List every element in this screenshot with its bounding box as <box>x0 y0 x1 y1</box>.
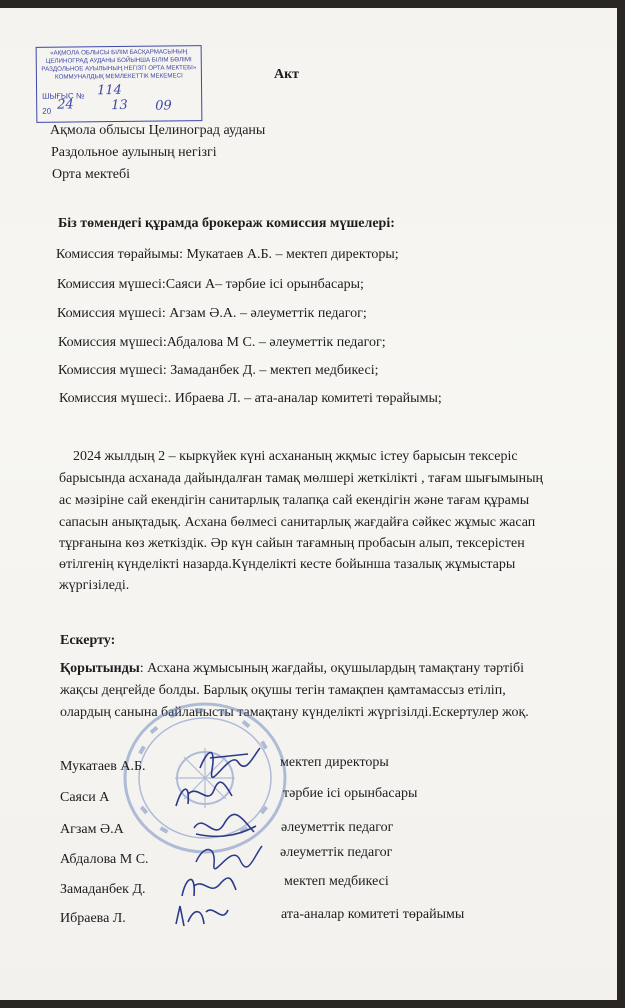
document-title: Акт <box>274 67 300 82</box>
conclusion-line: олардың санына байланысты тамақтану күнделікті жүргізілді.Ескертулер жоқ. <box>60 705 529 720</box>
signature-role: тәрбие ісі орынбасары <box>283 786 418 801</box>
body-line: 2024 жылдың 2 – кыркүйек күні асхананың жқмыс істеу барысын тексеріс <box>73 449 518 464</box>
document-page <box>0 8 617 1000</box>
note-label: Ескерту: <box>60 633 116 648</box>
address-line: Ақмола облысы Целиноград ауданы <box>50 123 266 138</box>
signature-name: Абдалова М С. <box>60 852 149 867</box>
stamp-number-value: 114 <box>96 82 122 99</box>
body-line: тұрғанына көз жеткіздік. Әр күн сайын тағамның пробасын алып, тексерістен <box>59 536 525 551</box>
stamp-date-day: 13 <box>111 97 128 114</box>
signature-name: Замаданбек Д. <box>60 882 146 897</box>
commission-member: Комиссия мүшесі: Замаданбек Д. – мектеп медбикесі; <box>58 363 379 378</box>
signature-role: мектеп директоры <box>280 755 389 770</box>
signature-role: әлеуметтік педагог <box>280 845 393 860</box>
body-line: өтілгенің күнделікті назарда.Күнделікті кесте бойынша тазалық жұмыстары <box>59 557 516 572</box>
address-line: Орта мектебі <box>52 167 130 182</box>
commission-heading: Біз төмендегі құрамда брокераж комиссия мүшелері: <box>58 216 395 231</box>
commission-member: Комиссия мүшесі:. Ибраева Л. – ата-аналар комитеті төрайымы; <box>59 391 442 406</box>
stamp-date-prefix: 20 <box>42 106 52 116</box>
stamp-date-year: 24 <box>57 97 74 113</box>
signature-scribble-icon <box>190 740 270 780</box>
stamp-line: РАЗДОЛЬНОЕ АУЫЛЫНЫҢ НЕГІЗГІ ОРТА МЕКТЕБІ» <box>41 64 197 73</box>
address-line: Раздольное аулының негізгі <box>51 145 217 160</box>
body-line: ас мәзіріне сай екендігін санитарлық талапқа сай екендігін және тағам құрамы <box>59 493 530 508</box>
stamp-line: ЦЕЛИНОГРАД АУДАНЫ БОЙЫНША БІЛІМ БӨЛІМІ <box>45 56 192 65</box>
signature-role: мектеп медбикесі <box>284 874 389 889</box>
conclusion-label: Қорытынды <box>60 661 140 676</box>
registration-stamp <box>36 45 203 123</box>
signature-scribble-icon <box>166 898 236 934</box>
stamp-number-label: ШЫҒЫС № <box>42 91 85 101</box>
signature-name: Агзам Ә.А <box>60 822 124 837</box>
body-line: сапасын анықтадық. Асхана бөлмесі санитарлық жағдайға сәйкес жұмыс жасап <box>59 515 536 530</box>
commission-member: Комиссия төрайымы: Мукатаев А.Б. – мектеп директоры; <box>56 247 399 262</box>
stamp-date-month: 09 <box>155 98 172 114</box>
commission-member: Комиссия мүшесі:Саяси А– тәрбие ісі орынбасары; <box>57 277 364 292</box>
signature-name: Ибраева Л. <box>60 911 126 926</box>
body-line: жүргізіледі. <box>59 578 130 593</box>
commission-member: Комиссия мүшесі:Абдалова М С. – әлеуметтік педагог; <box>58 335 386 350</box>
conclusion-text: : Асхана жұмысының жағдайы, оқушылардың тамақтану тәртібі <box>139 661 524 676</box>
signature-role: әлеуметтік педагог <box>281 820 394 835</box>
signature-role: ата-аналар комитеті төрайымы <box>281 907 465 922</box>
commission-member: Комиссия мүшесі: Агзам Ә.А. – әлеуметтік педагог; <box>57 306 367 321</box>
signature-name: Мукатаев А.Б. <box>60 759 146 774</box>
stamp-line: «АҚМОЛА ОБЛЫСЫ БІЛІМ БАСҚАРМАСЫНЫҢ <box>50 48 188 57</box>
conclusion-line: жақсы деңгейде болды. Барлық оқушы тегін тамақпен қамтамассыз етіліп, <box>60 683 506 698</box>
stamp-line: КОММУНАЛДЫҚ МЕМЛЕКЕТТІК МЕКЕМЕСІ <box>54 72 183 81</box>
body-line: барысында асханада дайындалған тамақ мөлшері жеткілікті , тағам шығымының <box>59 471 543 486</box>
conclusion-line <box>60 660 524 678</box>
signature-name: Саяси А <box>60 790 110 805</box>
